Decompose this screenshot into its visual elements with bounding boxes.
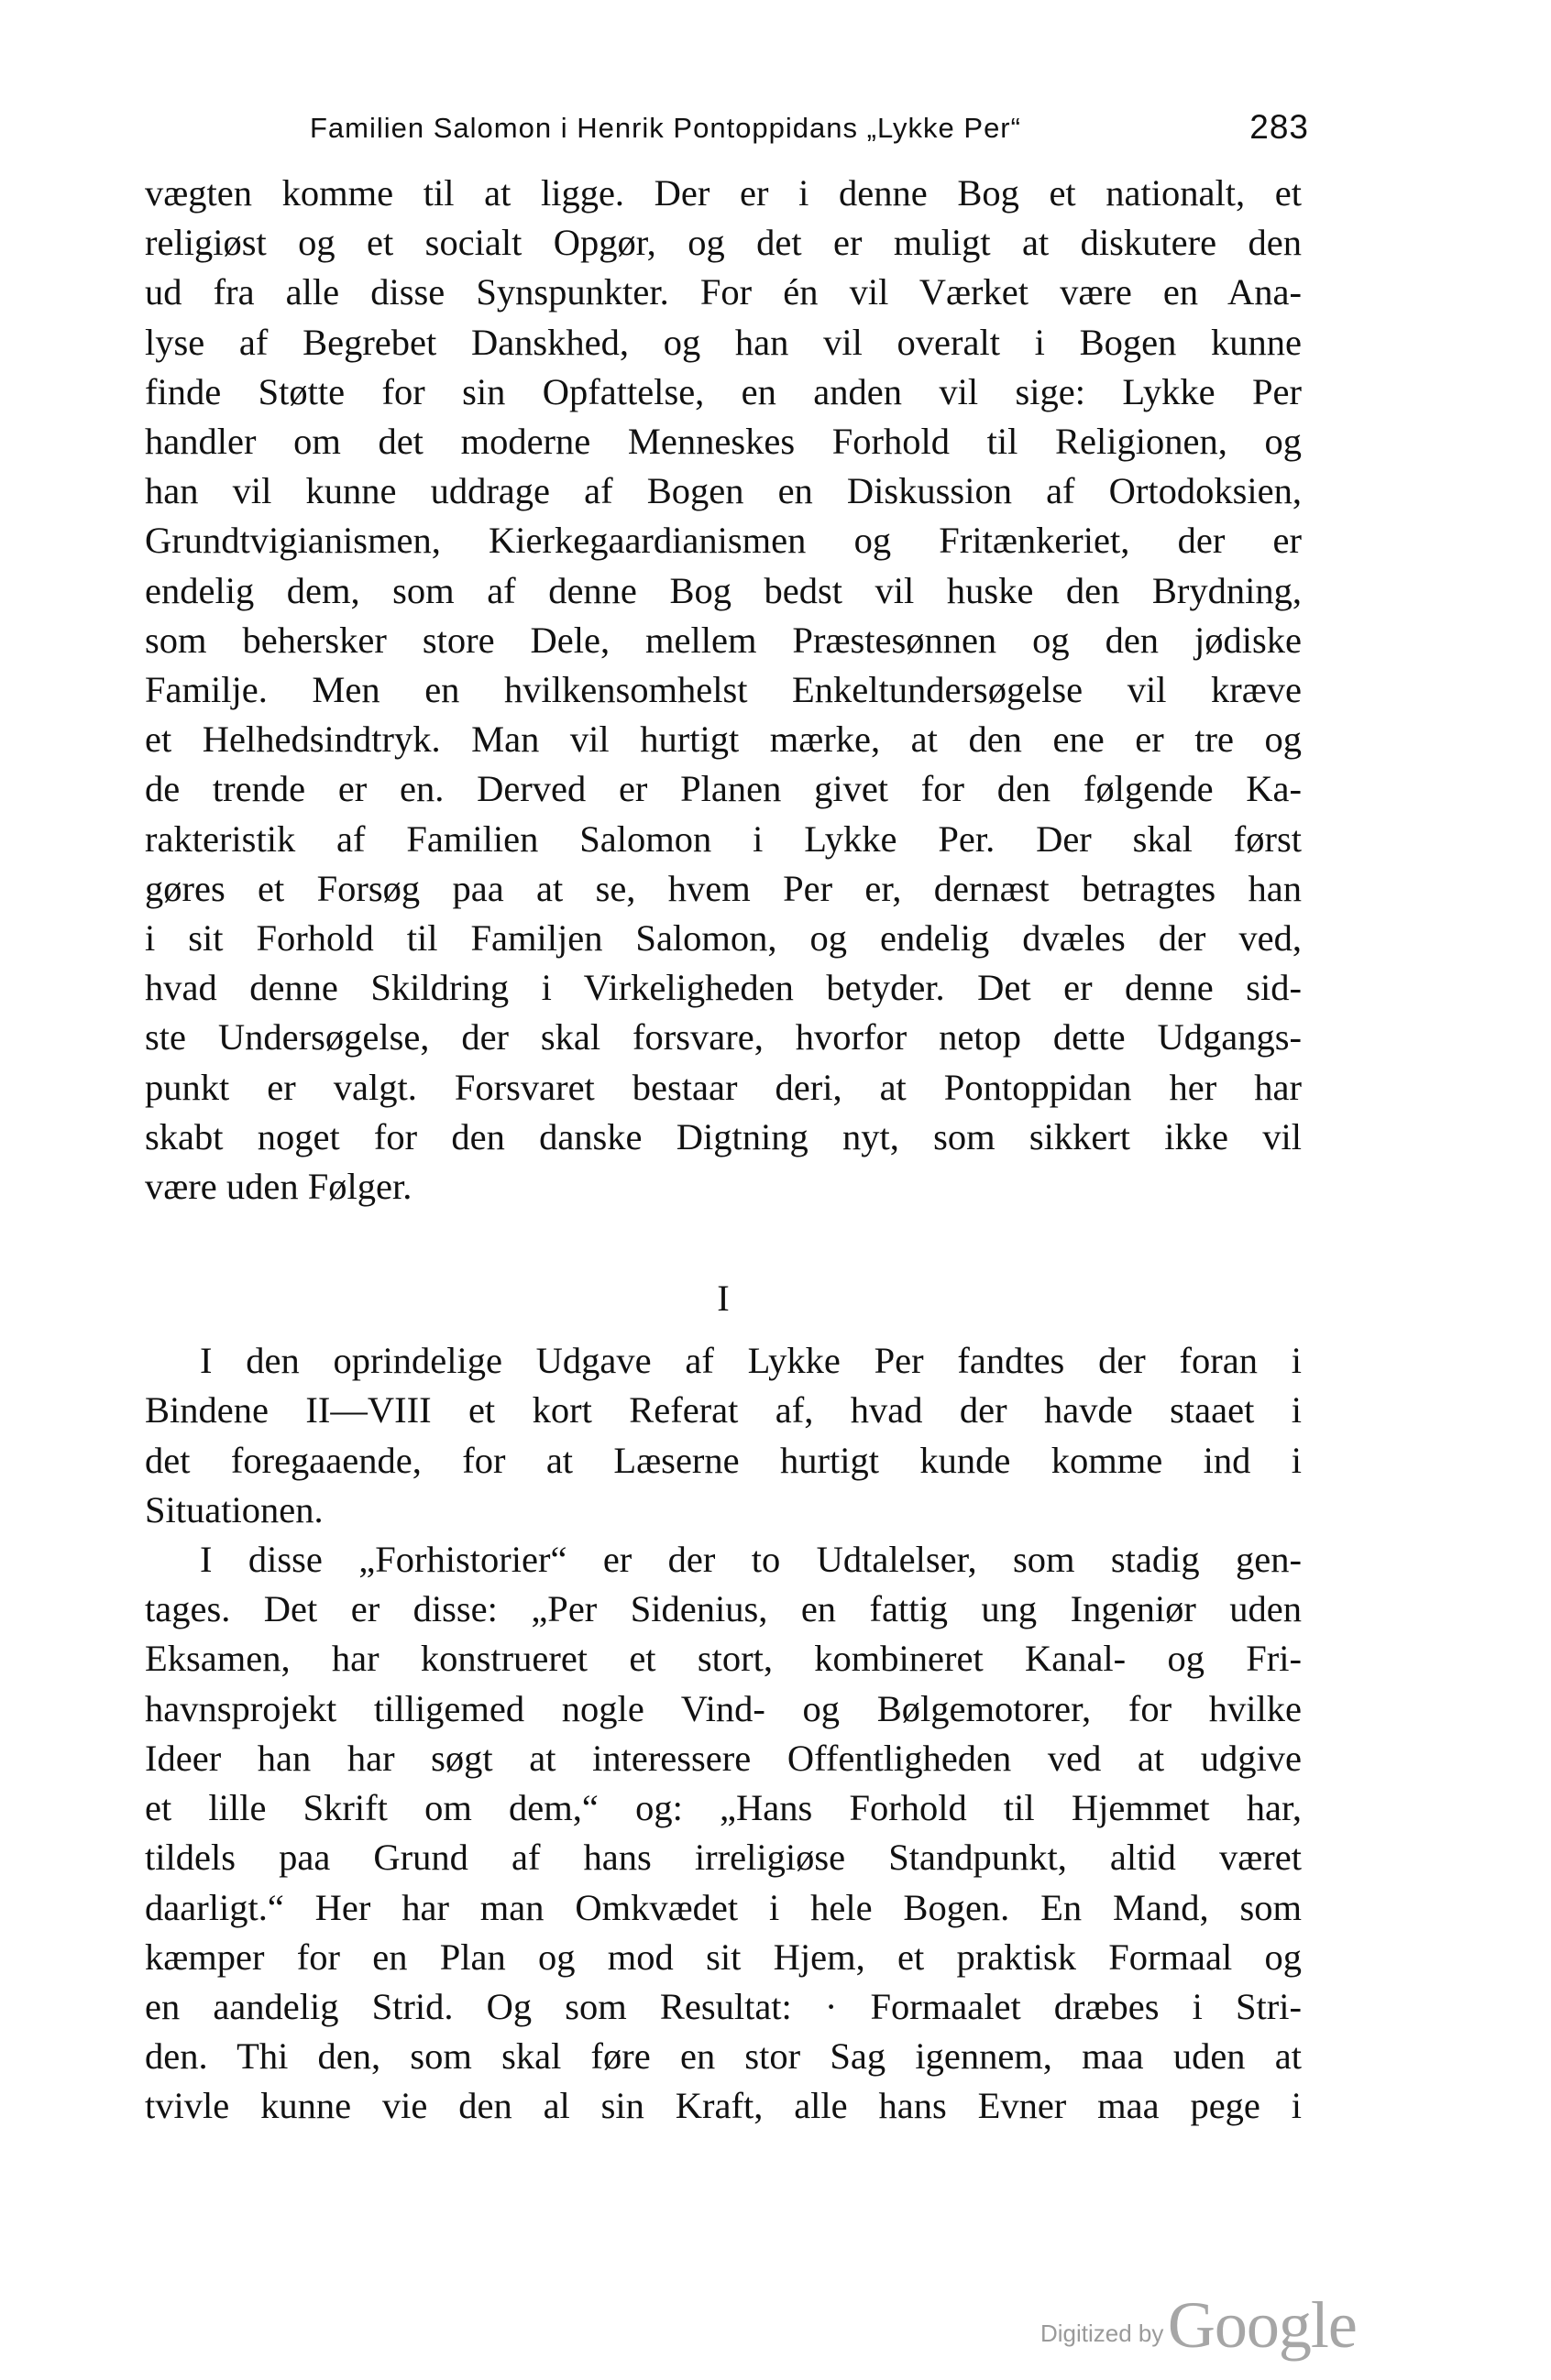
- text-line: tvivle kunne vie den al sin Kraft, alle hans Evner maa pege i: [145, 2085, 1302, 2127]
- text-line: kæmper for en Plan og mod sit Hjem, et praktisk Formaal og: [145, 1936, 1302, 1978]
- text-line: være uden Følger.: [145, 1166, 412, 1208]
- text-line: Grundtvigianismen, Kierkegaardianismen og Fritænkeriet, der er: [145, 520, 1302, 562]
- text-line: I disse „Forhistorier“ er der to Udtalelser, som stadig gen-: [200, 1539, 1302, 1581]
- text-line: tages. Det er disse: „Per Sidenius, en fattig ung Ingeniør uden: [145, 1588, 1302, 1630]
- section-heading: I: [717, 1278, 730, 1320]
- digitized-by-google-watermark: [1040, 2287, 1357, 2364]
- watermark-prefix: Digitized by: [1040, 2320, 1164, 2347]
- text-line: skabt noget for den danske Digtning nyt, som sikkert ikke vil: [145, 1115, 1302, 1157]
- text-line: punkt er valgt. Forsvaret bestaar deri, at Pontoppidan her har: [145, 1066, 1302, 1108]
- paragraph-1: [145, 169, 1302, 1212]
- text-line: som behersker store Dele, mellem Præstesønnen og den jødiske: [145, 619, 1302, 661]
- text-line: finde Støtte for sin Opfattelse, en anden vil sige: Lykke Per: [145, 370, 1302, 412]
- book-page: [145, 92, 1309, 2132]
- text-line: rakteristik af Familien Salomon i Lykke Per. Der skal først: [145, 817, 1302, 860]
- text-line: tildels paa Grund af hans irreligiøse Standpunkt, altid været: [145, 1837, 1302, 1879]
- text-line: han vil kunne uddrage af Bogen en Diskussion af Ortodoksien,: [145, 470, 1302, 512]
- text-line: gøres et Forsøg paa at se, hvem Per er, dernæst betragtes han: [145, 867, 1302, 909]
- text-line: lyse af Begrebet Danskhed, og han vil overalt i Bogen kunne: [145, 321, 1302, 363]
- text-line: hvad denne Skildring i Virkeligheden betyder. Det er denne sid-: [145, 967, 1302, 1009]
- page-header: [145, 92, 1309, 156]
- text-line: det foregaaende, for at Læserne hurtigt kunde komme ind i: [145, 1439, 1302, 1481]
- paragraph-3: [145, 1535, 1302, 2131]
- text-line: havnsprojekt tilligemed nogle Vind- og Bølgemotorer, for hvilke: [145, 1687, 1302, 1729]
- text-line: ste Undersøgelse, der skal forsvare, hvorfor netop dette Udgangs-: [145, 1016, 1302, 1058]
- text-line: de trende er en. Derved er Planen givet for den følgende Ka-: [145, 768, 1302, 810]
- text-line: i sit Forhold til Familjen Salomon, og endelig dvæles der ved,: [145, 917, 1302, 960]
- text-line: et lille Skrift om dem,“ og: „Hans Forhold til Hjemmet har,: [145, 1787, 1302, 1829]
- text-line: vægten komme til at ligge. Der er i denne Bog et nationalt, et: [145, 172, 1302, 214]
- text-line: Ideer han har søgt at interessere Offentligheden ved at udgive: [145, 1737, 1302, 1779]
- text-line: handler om det moderne Menneskes Forhold til Religionen, og: [145, 421, 1302, 463]
- text-line: religiøst og et socialt Opgør, og det er muligt at diskutere den: [145, 222, 1302, 264]
- text-line: daarligt.“ Her har man Omkvædet i hele Bogen. En Mand, som: [145, 1886, 1302, 1928]
- text-line: ud fra alle disse Synspunkter. For én vil Værket være en Ana-: [145, 271, 1302, 313]
- page-number: 283: [1249, 108, 1309, 146]
- text-line: Situationen.: [145, 1488, 324, 1530]
- text-line: Bindene II—VIII et kort Referat af, hvad der havde staaet i: [145, 1389, 1302, 1431]
- text-line: den. Thi den, som skal føre en stor Sag igennem, maa uden at: [145, 2035, 1302, 2078]
- paragraph-2: [145, 1336, 1302, 1535]
- text-line: et Helhedsindtryk. Man vil hurtigt mærke, at den ene er tre og: [145, 718, 1302, 761]
- google-logo: Google: [1167, 2288, 1357, 2362]
- text-line: Eksamen, har konstrueret et stort, kombineret Kanal- og Fri-: [145, 1638, 1302, 1680]
- text-line: en aandelig Strid. Og som Resultat: · Formaalet dræbes i Stri-: [145, 1985, 1302, 2027]
- text-line: Familje. Men en hvilkensomhelst Enkeltundersøgelse vil kræve: [145, 669, 1302, 711]
- text-line: endelig dem, som af denne Bog bedst vil huske den Brydning,: [145, 569, 1302, 611]
- text-line: I den oprindelige Udgave af Lykke Per fandtes der foran i: [200, 1340, 1302, 1382]
- running-head: Familien Salomon i Henrik Pontoppidans „Lykke Per“: [310, 112, 1021, 144]
